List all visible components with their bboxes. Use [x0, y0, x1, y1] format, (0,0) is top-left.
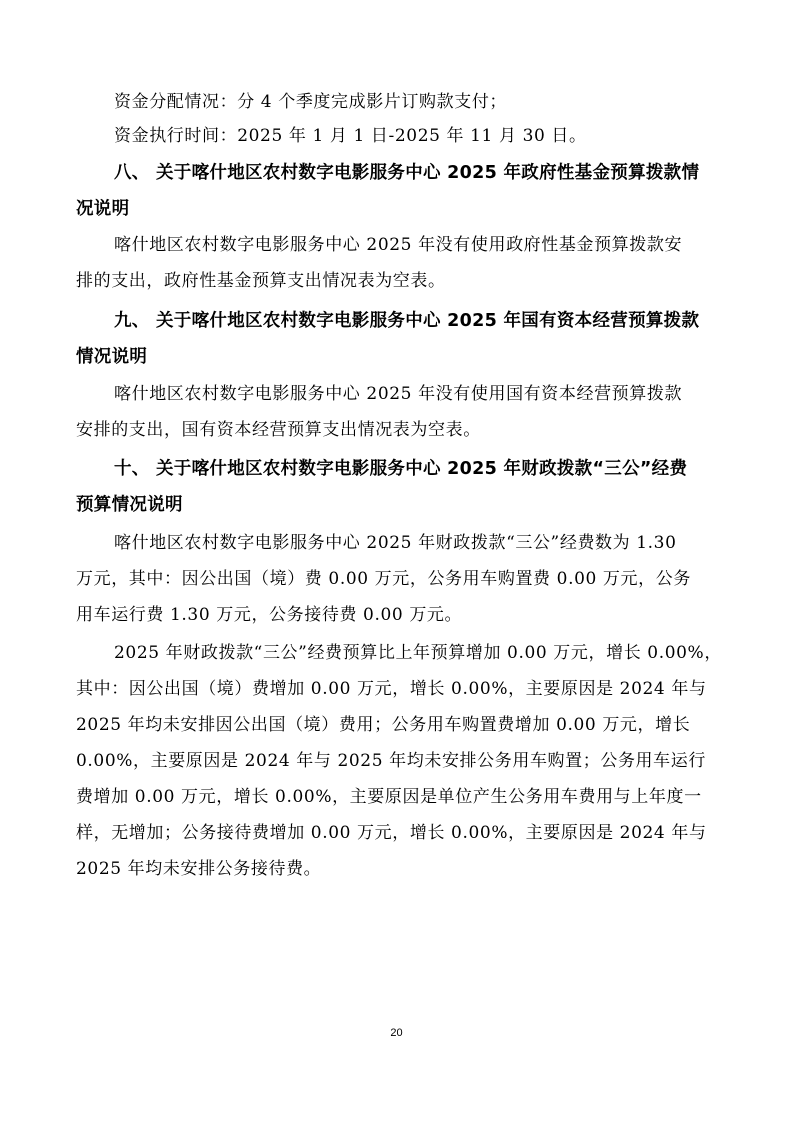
- section-10-para-2-line-1: 2025 年财政拨款“三公”经费预算比上年预算增加 0.00 万元，增长 0.00%，: [114, 643, 722, 663]
- section-9-body-line-1: 喀什地区农村数字电影服务中心 2025 年没有使用国有资本经营预算拨款: [114, 384, 683, 404]
- section-10-heading-line-2: 预算情况说明: [76, 495, 183, 515]
- page-number: 20: [390, 1027, 403, 1039]
- section-10-para-2-line-4: 0.00%，主要原因是 2024 年与 2025 年均未安排公务用车购置；公务用车运行: [76, 751, 706, 771]
- section-8-heading-line-1: 八、 关于喀什地区农村数字电影服务中心 2025 年政府性基金预算拨款情: [114, 163, 700, 183]
- section-10-para-1-line-1: 喀什地区农村数字电影服务中心 2025 年财政拨款“三公”经费数为 1.30: [114, 533, 677, 553]
- section-10-heading-line-1: 十、 关于喀什地区农村数字电影服务中心 2025 年财政拨款“三公”经费: [114, 459, 688, 479]
- section-10-para-2-line-2: 其中：因公出国（境）费增加 0.00 万元，增长 0.00%，主要原因是 2024 年与: [76, 679, 707, 699]
- section-10-para-1-line-3: 用车运行费 1.30 万元，公务接待费 0.00 万元。: [76, 605, 463, 625]
- section-9-heading-line-1: 九、 关于喀什地区农村数字电影服务中心 2025 年国有资本经营预算拨款: [114, 311, 700, 331]
- section-9-body-line-2: 安排的支出，国有资本经营预算支出情况表为空表。: [76, 420, 481, 440]
- section-10-para-2-line-5: 费增加 0.00 万元，增长 0.00%，主要原因是单位产生公务用车费用与上年度一: [76, 787, 702, 807]
- fund-allocation-line: 资金分配情况：分 4 个季度完成影片订购款支付；: [114, 92, 508, 112]
- section-9-heading-line-2: 情况说明: [76, 347, 148, 367]
- section-8-heading-line-2: 况说明: [76, 199, 130, 219]
- section-10-para-2-line-3: 2025 年均未安排因公出国（境）费用；公务用车购置费增加 0.00 万元，增长: [76, 715, 691, 735]
- section-10-para-2-line-7: 2025 年均未安排公务接待费。: [76, 859, 322, 879]
- fund-execution-time-line: 资金执行时间：2025 年 1 月 1 日-2025 年 11 月 30 日。: [114, 126, 587, 146]
- section-8-body-line-2: 排的支出，政府性基金预算支出情况表为空表。: [76, 271, 446, 291]
- section-10-para-2-line-6: 样，无增加；公务接待费增加 0.00 万元，增长 0.00%，主要原因是 2024 年与: [76, 823, 707, 843]
- section-8-body-line-1: 喀什地区农村数字电影服务中心 2025 年没有使用政府性基金预算拨款安: [114, 235, 683, 255]
- section-10-para-1-line-2: 万元，其中：因公出国（境）费 0.00 万元，公务用车购置费 0.00 万元，公务: [76, 569, 691, 589]
